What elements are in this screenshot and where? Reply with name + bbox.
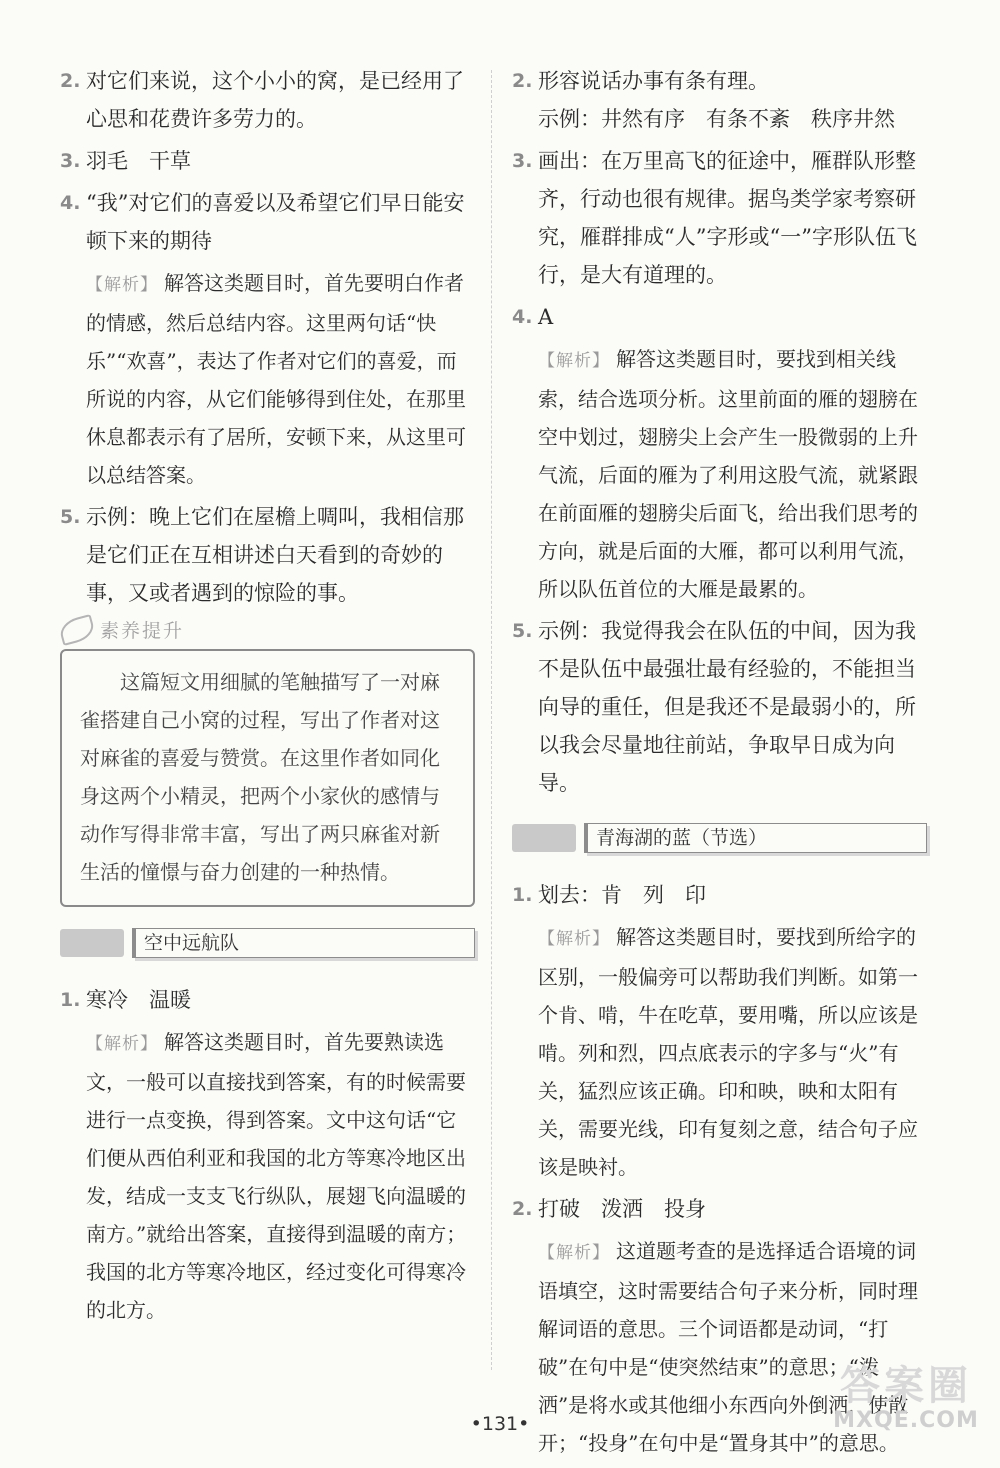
answer-item (60, 981, 475, 1019)
answer-item (60, 142, 475, 180)
analysis-tag: 【解析】 (86, 1034, 158, 1054)
item-text: 形容说话办事有条有理。 (538, 69, 769, 93)
item-text: “我”对它们的喜爱以及希望它们早日能安顿下来的期待 (86, 191, 465, 253)
item-text: 划去：肯 列 印 (538, 883, 706, 907)
analysis-tag: 【解析】 (538, 929, 610, 949)
analysis-note (60, 1023, 475, 1329)
answer-item (512, 62, 927, 138)
literacy-heading (60, 616, 475, 643)
literacy-box (60, 649, 475, 907)
item-number: 4. (60, 192, 81, 214)
item-number: 3. (512, 150, 533, 172)
literacy-heading-label: 素养提升 (100, 620, 185, 642)
watermark-text: 答案圈 (840, 1363, 972, 1409)
analysis-tag: 【解析】 (538, 1243, 610, 1263)
section-header (60, 927, 475, 959)
item-text: 示例：我觉得我会在队伍的中间，因为我不是队伍中最强壮最有经验的，不能担当向导的重任，但是我还不是最弱小的，所以我会尽量地往前站，争取早日成为向导。 (538, 619, 916, 795)
leaf-icon (57, 614, 96, 646)
lesson-badge (60, 929, 124, 957)
analysis-text: 解答这类题目时，首先要明白作者的情感，然后总结内容。这里两句话“快乐”“欢喜”，表达了作者对它们的喜爱，而所说的内容，从它们能够得到住处，在那里休息都表示有了居所，安顿下来，从这里可以总结答案。 (86, 271, 466, 487)
analysis-text: 解答这类题目时，首先要熟读选文，一般可以直接找到答案，有的时候需要进行一点变换，得到答案。文中这句话“它们便从西伯利亚和我国的北方等寒冷地区出发，结成一支支飞行纵队，展翅飞向温暖的南方。”就给出答案，直接得到温暖的南方；我国的北方等寒冷地区，经过变化可得寒冷的北方。 (86, 1030, 467, 1322)
analysis-note (512, 340, 927, 608)
answer-item (60, 498, 475, 612)
answer-item (60, 62, 475, 138)
item-number: 1. (60, 989, 81, 1011)
item-number: 5. (512, 620, 533, 642)
analysis-tag: 【解析】 (538, 351, 610, 371)
item-number: 2. (60, 70, 81, 92)
literacy-box-text: 这篇短文用细腻的笔触描写了一对麻雀搭建自己小窝的过程，写出了作者对这对麻雀的喜爱与赞赏。在这里作者如同化身这两个小精灵，把两个小家伙的感情与动作写得非常丰富，写出了两只麻雀对新生活的憧憬与奋力创建的一种热情。 (80, 670, 440, 884)
watermark-logo (826, 1354, 986, 1450)
analysis-text: 解答这类题目时，要找到所给字的区别，一般偏旁可以帮助我们判断。如第一个肯、啃，牛在吃草，要用嘴，所以应该是啃。列和烈，四点底表示的字多与“火”有关，猛烈应该正确。印和映，映和太阳有关，需要光线，印有复刻之意，结合句子应该是映衬。 (538, 925, 918, 1179)
section-title: 空中远航队 (132, 928, 475, 958)
item-text: 打破 泼洒 投身 (538, 1197, 706, 1221)
item-number: 2. (512, 1198, 533, 1220)
item-text: A (538, 305, 554, 329)
analysis-text: 解答这类题目时，要找到相关线索，结合选项分析。这里前面的雁的翅膀在空中划过，翅膀尖上会产生一股微弱的上升气流，后面的雁为了利用这股气流，就紧跟在前面雁的翅膀尖后面飞，给出我们思考的方向，就是后面的大雁，都可以利用气流，所以队伍首位的大雁是最累的。 (538, 347, 918, 601)
section-title: 青海湖的蓝（节选） (584, 823, 927, 853)
analysis-text: 这道题考查的是选择适合语境的词语填空，这时需要结合句子来分析，同时理解词语的意思。三个词语都是动词，“打破”在句中是“使突然结束”的意思；“泼洒”是将水或其他细小东西向外倒洒，使散开；“投身”在句中是“置身其中”的意思。 (538, 1239, 918, 1455)
answer-item (512, 142, 927, 294)
item-number: 3. (60, 150, 81, 172)
analysis-note (512, 918, 927, 1186)
answer-item (512, 298, 927, 336)
item-number: 2. (512, 70, 533, 92)
answer-item (512, 1190, 927, 1228)
item-text: 示例：晚上它们在屋檐上啁叫，我相信那是它们正在互相讲述白天看到的奇妙的事，又或者遇到的惊险的事。 (86, 505, 464, 605)
lesson-badge (512, 824, 576, 852)
item-example: 示例：井然有序 有条不紊 秩序井然 (538, 107, 895, 131)
watermark-url: MXQE.COM (833, 1408, 979, 1433)
item-number: 5. (60, 506, 81, 528)
item-text: 画出：在万里高飞的征途中，雁群队形整齐，行动也很有规律。据鸟类学家考察研究，雁群排成“人”字形或“一”字形队伍飞行，是大有道理的。 (538, 149, 917, 287)
item-text: 对它们来说，这个小小的窝，是已经用了心思和花费许多劳力的。 (86, 69, 464, 131)
item-number: 1. (512, 884, 533, 906)
item-text: 羽毛 干草 (86, 149, 191, 173)
left-column (60, 62, 475, 1333)
column-divider (491, 70, 492, 1370)
item-text: 寒冷 温暖 (86, 988, 191, 1012)
answer-item (60, 184, 475, 260)
section-header (512, 822, 927, 854)
analysis-tag: 【解析】 (86, 275, 158, 295)
item-number: 4. (512, 306, 533, 328)
page-number: •131• (470, 1413, 530, 1435)
analysis-note (60, 264, 475, 494)
answer-item (512, 612, 927, 802)
right-column (512, 62, 927, 1466)
answer-item (512, 876, 927, 914)
